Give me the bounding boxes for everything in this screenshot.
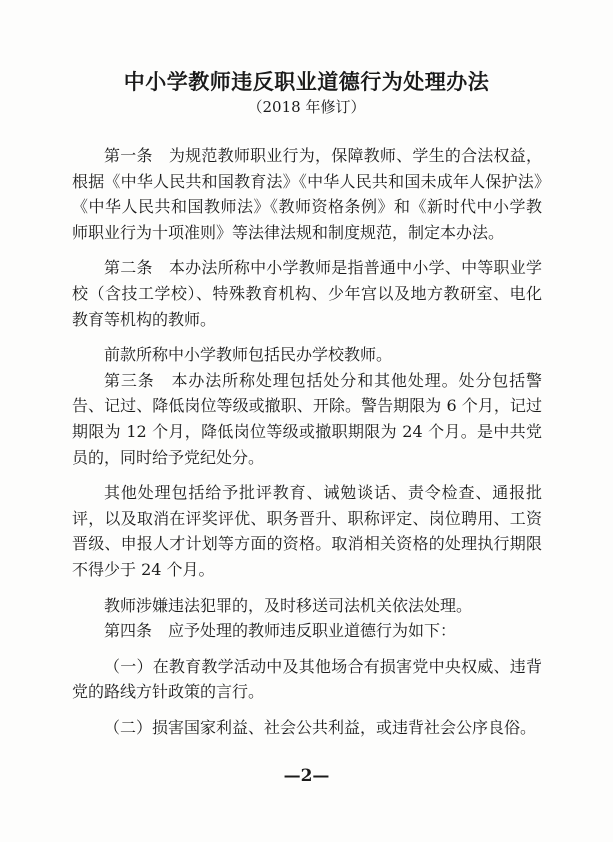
document-subtitle: （2018 年修订） — [247, 98, 366, 116]
article-4-paragraph: 第四条 应予处理的教师违反职业道德行为如下： — [104, 621, 457, 641]
criminal-referral-paragraph: 教师涉嫌违法犯罪的，及时移送司法机关依法处理。 — [104, 595, 473, 615]
article-2-paragraph: 第二条 本办法所称中小学教师是指普通中小学、中等职业学校（含技工学校）、特殊教育机构、少年宫以及地方教研室、电化教育等机构的教师。 — [72, 258, 542, 329]
page-number: —2— — [283, 766, 330, 786]
document-body — [72, 143, 542, 740]
item-1-paragraph: （一）在教育教学活动中及其他场合有损害党中央权威、违背党的路线方针政策的言行。 — [72, 656, 542, 702]
article-3-paragraph: 第三条 本办法所称处理包括处分和其他处理。处分包括警告、记过、降低岗位等级或撤职、开除。警告期限为 6 个月，记过期限为 12 个月，降低岗位等级或撤职期限为 24 个月。是中共党员的，同时给予党纪处分。 — [72, 370, 542, 467]
private-school-paragraph: 前款所称中小学教师包括民办学校教师。 — [104, 345, 393, 365]
other-handling-paragraph: 其他处理包括给予批评教育、诫勉谈话、责令检查、通报批评，以及取消在评奖评优、职务晋升、职称评定、岗位聘用、工资晋级、申报人才计划等方面的资格。取消相关资格的处理执行期限不得少于 24 个月。 — [72, 483, 542, 579]
item-2-paragraph: （二）损害国家利益、社会公共利益，或违背社会公序良俗。 — [104, 717, 537, 737]
article-1-paragraph: 第一条 为规范教师职业行为，保障教师、学生的合法权益，根据《中华人民共和国教育法》《中华人民共和国未成年人保护法》《中华人民共和国教师法》《教师资格条例》和《新时代中小学教师职业行为十项准则》等法律法规和制度规范，制定本办法。 — [72, 146, 542, 242]
document-title: 中小学教师违反职业道德行为处理办法 — [123, 69, 490, 94]
